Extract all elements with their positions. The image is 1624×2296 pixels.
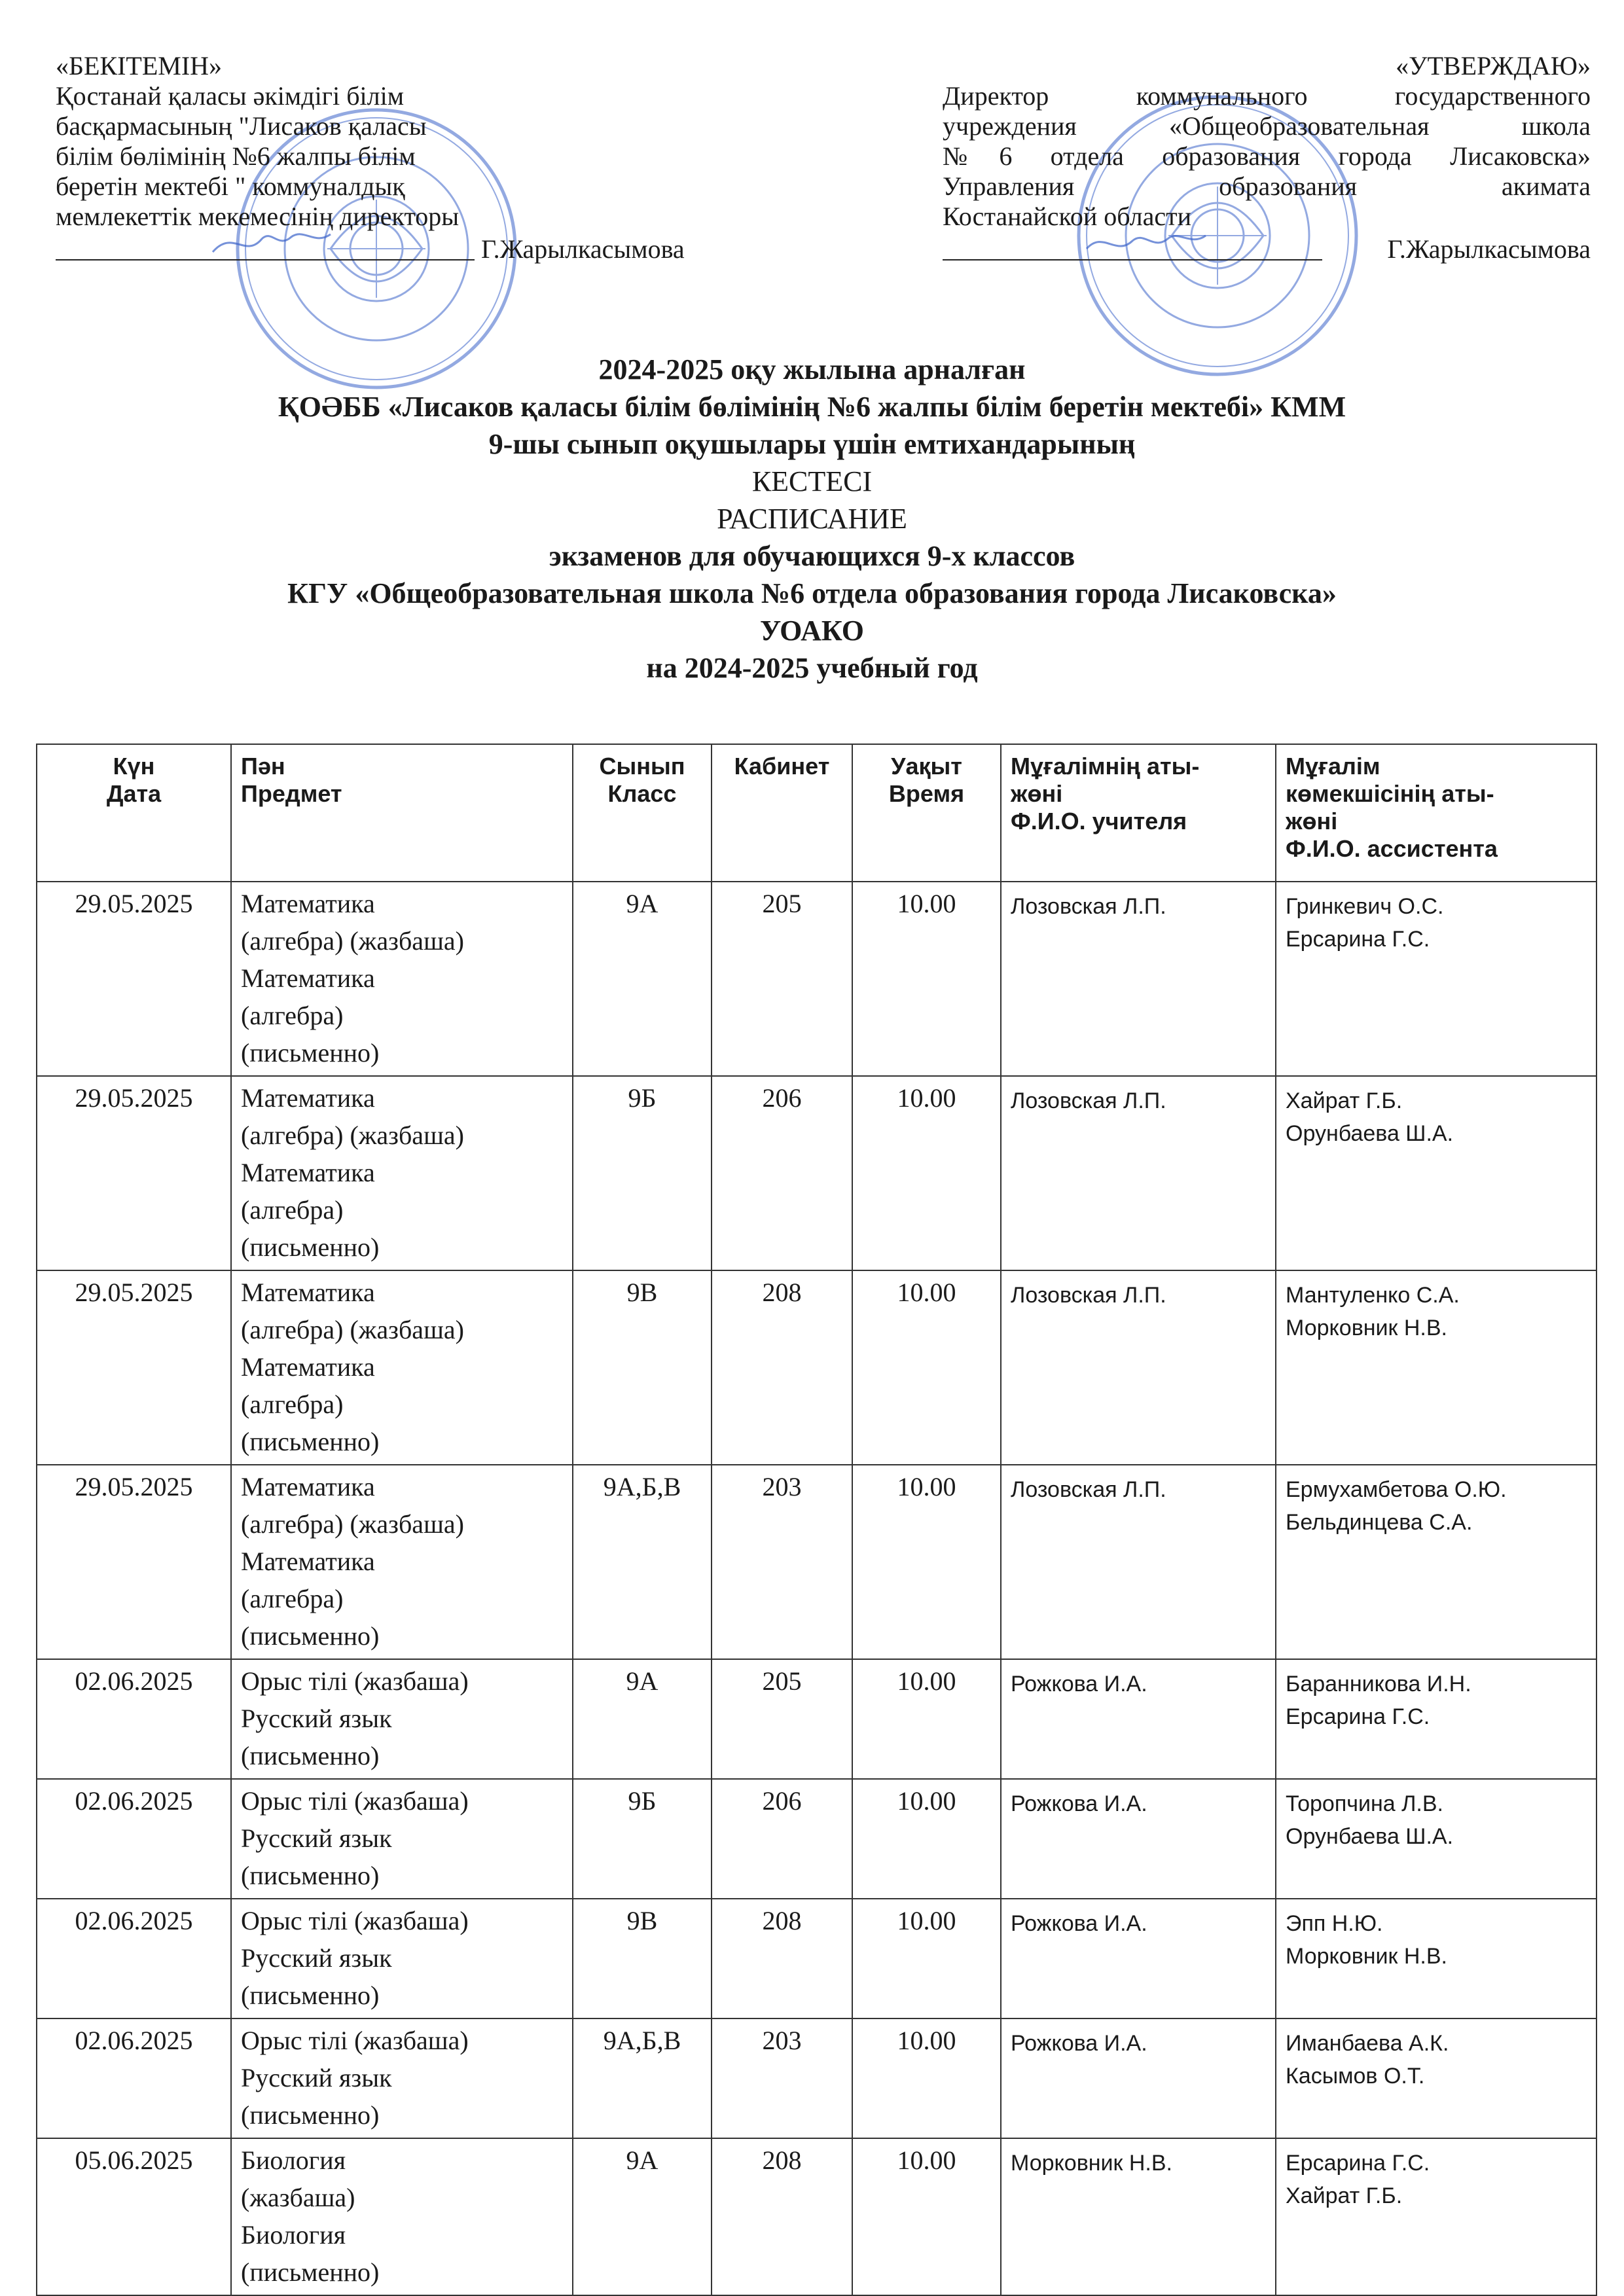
cell-class: 9А	[573, 2138, 712, 2295]
cell-assistants: Иманбаева А.К. Касымов О.Т.	[1276, 2018, 1597, 2138]
header-assistant: Мұғалім көмекшісінің аты- жөні Ф.И.О. ассистента	[1276, 744, 1597, 882]
approval-line: учреждения «Общеобразовательная школа	[943, 111, 1591, 141]
cell-room: 203	[712, 2018, 852, 2138]
title-line: КГУ «Общеобразовательная школа №6 отдела образования города Лисаковска»	[287, 577, 1337, 609]
cell-assistants: Хайрат Г.Б. Орунбаева Ш.А.	[1276, 1076, 1597, 1270]
table-row	[37, 1270, 1597, 1465]
cell-teacher: Рожкова И.А.	[1001, 1659, 1276, 1779]
title-line: на 2024-2025 учебный год	[646, 652, 978, 684]
cell-time: 10.00	[852, 1270, 1001, 1465]
approval-block-kz	[56, 51, 743, 264]
cell-assistants: Баранникова И.Н. Ерсарина Г.С.	[1276, 1659, 1597, 1779]
cell-subject: Биология (жазбаша) Биология (письменно)	[231, 2138, 573, 2295]
header-teacher: Мұғалімнің аты- жөні Ф.И.О. учителя	[1001, 744, 1276, 882]
cell-room: 203	[712, 1465, 852, 1659]
cell-teacher: Лозовская Л.П.	[1001, 882, 1276, 1076]
cell-subject: Математика (алгебра) (жазбаша) Математика (алгебра) (письменно)	[231, 882, 573, 1076]
cell-class: 9Б	[573, 1779, 712, 1899]
cell-class: 9А,Б,В	[573, 1465, 712, 1659]
cell-room: 205	[712, 1659, 852, 1779]
title-line: 9-шы сынып оқушылары үшін емтихандарының	[488, 428, 1136, 460]
table-body	[37, 882, 1597, 2295]
cell-time: 10.00	[852, 2138, 1001, 2295]
cell-teacher: Лозовская Л.П.	[1001, 1076, 1276, 1270]
cell-date: 02.06.2025	[37, 1779, 231, 1899]
header-room: Кабинет	[712, 744, 852, 882]
title-line: РАСПИСАНИЕ	[717, 503, 907, 535]
exam-schedule-table	[36, 744, 1597, 2296]
document-title	[0, 351, 1624, 687]
title-line: экзаменов для обучающихся 9-х классов	[549, 540, 1075, 572]
cell-teacher: Лозовская Л.П.	[1001, 1465, 1276, 1659]
cell-room: 205	[712, 882, 852, 1076]
table-row	[37, 1899, 1597, 2018]
cell-assistants: Эпп Н.Ю. Морковник Н.В.	[1276, 1899, 1597, 2018]
cell-class: 9А	[573, 1659, 712, 1779]
cell-room: 208	[712, 1899, 852, 2018]
approval-block-ru	[943, 51, 1591, 264]
approval-line: басқармасының "Лисаков қаласы	[56, 111, 427, 141]
cell-subject: Орыс тілі (жазбаша) Русский язык (письменно)	[231, 1659, 573, 1779]
cell-subject: Математика (алгебра) (жазбаша) Математика (алгебра) (письменно)	[231, 1076, 573, 1270]
signature-row	[943, 232, 1591, 264]
header-subject: Пән Предмет	[231, 744, 573, 882]
cell-subject: Орыс тілі (жазбаша) Русский язык (письменно)	[231, 2018, 573, 2138]
table-header-row	[37, 744, 1597, 882]
approval-line: мемлекеттік мекемесінің директоры	[56, 202, 460, 231]
handwritten-signature	[1080, 223, 1211, 262]
table-row	[37, 1659, 1597, 1779]
approval-line: Управления образования акимата	[943, 171, 1591, 201]
cell-date: 29.05.2025	[37, 1076, 231, 1270]
cell-teacher: Лозовская Л.П.	[1001, 1270, 1276, 1465]
handwritten-signature	[206, 223, 337, 262]
cell-room: 206	[712, 1779, 852, 1899]
cell-time: 10.00	[852, 2018, 1001, 2138]
cell-assistants: Торопчина Л.В. Орунбаева Ш.А.	[1276, 1779, 1597, 1899]
cell-class: 9Б	[573, 1076, 712, 1270]
approval-line: білім бөлімінің №6 жалпы білім	[56, 141, 416, 171]
table-row	[37, 882, 1597, 1076]
signatory-name: Г.Жарылкасымова	[481, 234, 685, 264]
cell-date: 29.05.2025	[37, 882, 231, 1076]
cell-assistants: Гринкевич О.С. Ерсарина Г.С.	[1276, 882, 1597, 1076]
cell-time: 10.00	[852, 1899, 1001, 2018]
cell-time: 10.00	[852, 1076, 1001, 1270]
cell-teacher: Морковник Н.В.	[1001, 2138, 1276, 2295]
cell-date: 02.06.2025	[37, 1659, 231, 1779]
signature-row	[56, 232, 743, 264]
cell-date: 02.06.2025	[37, 1899, 231, 2018]
title-line: УОАКО	[760, 615, 864, 647]
cell-teacher: Рожкова И.А.	[1001, 1779, 1276, 1899]
cell-assistants: Ермухамбетова О.Ю. Бельдинцева С.А.	[1276, 1465, 1597, 1659]
table-row	[37, 2138, 1597, 2295]
header-class: Сынып Класс	[573, 744, 712, 882]
cell-subject: Математика (алгебра) (жазбаша) Математика (алгебра) (письменно)	[231, 1465, 573, 1659]
cell-teacher: Рожкова И.А.	[1001, 1899, 1276, 2018]
title-line: 2024-2025 оқу жылына арналған	[598, 353, 1026, 386]
table-row	[37, 1076, 1597, 1270]
approval-line: №6 отдела образования города Лисаковска»	[943, 141, 1591, 171]
approval-line: Қостанай қаласы әкімдігі білім	[56, 81, 405, 111]
title-line: КЕСТЕСІ	[751, 465, 873, 497]
cell-room: 206	[712, 1076, 852, 1270]
signatory-name: Г.Жарылкасымова	[1387, 234, 1591, 264]
approval-line: Костанайской области	[943, 202, 1191, 231]
title-line: ҚОӘББ «Лисаков қаласы білім бөлімінің №6 жалпы білім беретін мектебі» КММ	[278, 391, 1346, 423]
header-time: Уақыт Время	[852, 744, 1001, 882]
cell-room: 208	[712, 2138, 852, 2295]
cell-time: 10.00	[852, 1659, 1001, 1779]
cell-date: 29.05.2025	[37, 1270, 231, 1465]
cell-subject: Орыс тілі (жазбаша) Русский язык (письменно)	[231, 1899, 573, 2018]
cell-class: 9А	[573, 882, 712, 1076]
cell-class: 9В	[573, 1899, 712, 2018]
cell-class: 9В	[573, 1270, 712, 1465]
table-row	[37, 1465, 1597, 1659]
approval-line: Директор коммунального государственного	[943, 81, 1591, 111]
cell-time: 10.00	[852, 1779, 1001, 1899]
cell-class: 9А,Б,В	[573, 2018, 712, 2138]
table-row	[37, 2018, 1597, 2138]
cell-room: 208	[712, 1270, 852, 1465]
approval-heading: «УТВЕРЖДАЮ»	[1396, 51, 1591, 81]
cell-subject: Орыс тілі (жазбаша) Русский язык (письменно)	[231, 1779, 573, 1899]
cell-assistants: Мантуленко С.А. Морковник Н.В.	[1276, 1270, 1597, 1465]
approval-line: беретін мектебі " коммуналдық	[56, 171, 405, 201]
cell-date: 29.05.2025	[37, 1465, 231, 1659]
cell-date: 05.06.2025	[37, 2138, 231, 2295]
approval-heading: «БЕКІТЕМІН»	[56, 51, 223, 81]
table-row	[37, 1779, 1597, 1899]
cell-time: 10.00	[852, 1465, 1001, 1659]
cell-date: 02.06.2025	[37, 2018, 231, 2138]
cell-assistants: Ерсарина Г.С. Хайрат Г.Б.	[1276, 2138, 1597, 2295]
header-date: Күн Дата	[37, 744, 231, 882]
cell-teacher: Рожкова И.А.	[1001, 2018, 1276, 2138]
cell-subject: Математика (алгебра) (жазбаша) Математика (алгебра) (письменно)	[231, 1270, 573, 1465]
cell-time: 10.00	[852, 882, 1001, 1076]
